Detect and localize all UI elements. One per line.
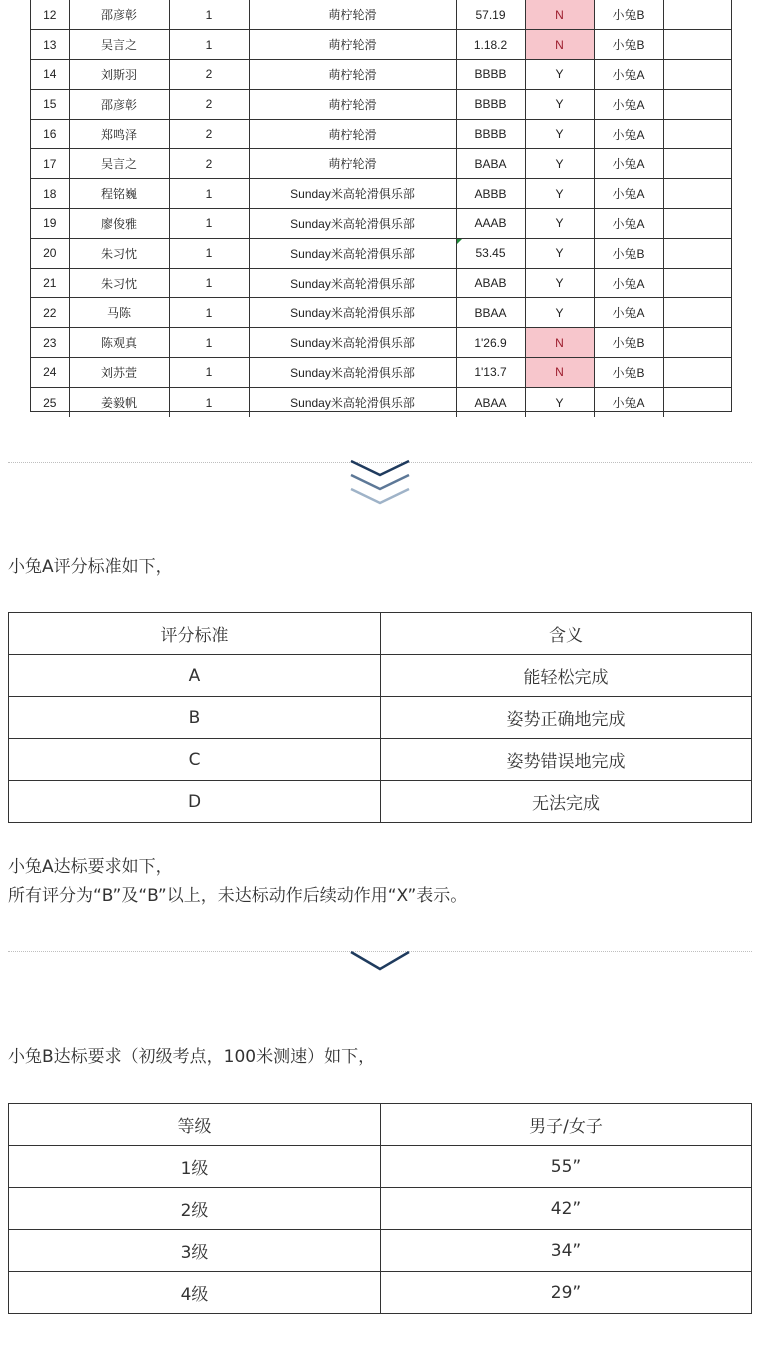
table-row bbox=[31, 209, 732, 239]
level-cell: 1级 bbox=[9, 1146, 381, 1188]
name-cell: 邵彦彰 bbox=[69, 89, 169, 119]
rabbit-a-scoring-table bbox=[8, 612, 752, 823]
level-cell: 1 bbox=[169, 30, 249, 60]
name-cell: 刘苏萱 bbox=[69, 358, 169, 388]
result-cell: 1'26.9 bbox=[456, 328, 525, 358]
test-type-cell: 小兔A bbox=[594, 89, 663, 119]
test-type-cell: 小兔A bbox=[594, 209, 663, 239]
result-cell: 53.45 bbox=[456, 238, 525, 268]
results-table bbox=[31, 0, 732, 417]
test-type-cell: 小兔B bbox=[594, 0, 663, 30]
chevron-down-icon bbox=[349, 949, 411, 973]
row-number-cell: 14 bbox=[31, 60, 69, 90]
test-type-cell: 小兔A bbox=[594, 387, 663, 417]
pass-cell: Y bbox=[525, 119, 594, 149]
empty-cell bbox=[663, 119, 732, 149]
test-type-cell: 小兔B bbox=[594, 30, 663, 60]
name-cell: 廖俊雅 bbox=[69, 209, 169, 239]
row-number-cell: 18 bbox=[31, 179, 69, 209]
empty-cell bbox=[663, 60, 732, 90]
empty-cell bbox=[663, 149, 732, 179]
time-cell: 42” bbox=[381, 1188, 752, 1230]
table-header-row bbox=[9, 1104, 752, 1146]
result-cell: ABBB bbox=[456, 179, 525, 209]
time-cell: 34” bbox=[381, 1230, 752, 1272]
header-cell: 含义 bbox=[381, 613, 752, 655]
table-row bbox=[31, 328, 732, 358]
empty-cell bbox=[663, 238, 732, 268]
club-cell: 萌柠轮滑 bbox=[249, 89, 456, 119]
row-number-cell: 15 bbox=[31, 89, 69, 119]
time-cell: 29” bbox=[381, 1272, 752, 1314]
table-row bbox=[9, 1230, 752, 1272]
level-cell: 1 bbox=[169, 387, 249, 417]
test-type-cell: 小兔B bbox=[594, 238, 663, 268]
result-cell: BBAA bbox=[456, 298, 525, 328]
result-cell: 57.19 bbox=[456, 0, 525, 30]
club-cell: 萌柠轮滑 bbox=[249, 30, 456, 60]
club-cell: Sunday米高轮滑俱乐部 bbox=[249, 238, 456, 268]
empty-cell bbox=[663, 209, 732, 239]
row-number-cell: 23 bbox=[31, 328, 69, 358]
row-number-cell: 20 bbox=[31, 238, 69, 268]
name-cell: 吴言之 bbox=[69, 149, 169, 179]
pass-cell: Y bbox=[525, 209, 594, 239]
level-cell: 4级 bbox=[9, 1272, 381, 1314]
empty-cell bbox=[663, 0, 732, 30]
table-row bbox=[9, 1272, 752, 1314]
row-number-cell: 17 bbox=[31, 149, 69, 179]
result-cell: BBBB bbox=[456, 119, 525, 149]
results-spreadsheet bbox=[30, 0, 732, 412]
club-cell: Sunday米高轮滑俱乐部 bbox=[249, 328, 456, 358]
pass-cell: Y bbox=[525, 238, 594, 268]
level-cell: 1 bbox=[169, 238, 249, 268]
row-number-cell: 21 bbox=[31, 268, 69, 298]
table-row bbox=[31, 268, 732, 298]
test-type-cell: 小兔B bbox=[594, 328, 663, 358]
test-type-cell: 小兔A bbox=[594, 298, 663, 328]
level-cell: 1 bbox=[169, 268, 249, 298]
grade-cell: C bbox=[9, 739, 381, 781]
club-cell: Sunday米高轮滑俱乐部 bbox=[249, 358, 456, 388]
name-cell: 朱习忱 bbox=[69, 268, 169, 298]
pass-cell: N bbox=[525, 30, 594, 60]
club-cell: 萌柠轮滑 bbox=[249, 149, 456, 179]
pass-cell: Y bbox=[525, 149, 594, 179]
table-row bbox=[31, 298, 732, 328]
club-cell: 萌柠轮滑 bbox=[249, 0, 456, 30]
header-cell: 男子/女子 bbox=[381, 1104, 752, 1146]
level-cell: 2 bbox=[169, 89, 249, 119]
pass-cell: N bbox=[525, 328, 594, 358]
row-number-cell: 24 bbox=[31, 358, 69, 388]
level-cell: 2 bbox=[169, 119, 249, 149]
table-row bbox=[9, 1146, 752, 1188]
result-cell: BBBB bbox=[456, 89, 525, 119]
header-cell: 等级 bbox=[9, 1104, 381, 1146]
table-row bbox=[9, 655, 752, 697]
header-cell: 评分标准 bbox=[9, 613, 381, 655]
club-cell: Sunday米高轮滑俱乐部 bbox=[249, 209, 456, 239]
grade-cell: D bbox=[9, 781, 381, 823]
name-cell: 陈观真 bbox=[69, 328, 169, 358]
pass-cell: Y bbox=[525, 60, 594, 90]
table-row bbox=[9, 739, 752, 781]
empty-cell bbox=[663, 179, 732, 209]
result-cell: ABAA bbox=[456, 387, 525, 417]
level-cell: 2 bbox=[169, 60, 249, 90]
level-cell: 1 bbox=[169, 209, 249, 239]
test-type-cell: 小兔A bbox=[594, 119, 663, 149]
name-cell: 刘斯羽 bbox=[69, 60, 169, 90]
result-cell: BBBB bbox=[456, 60, 525, 90]
rabbit-a-requirement-text: 所有评分为“B”及“B”以上，未达标动作后续动作用“X”表示。 bbox=[8, 886, 468, 906]
club-cell: Sunday米高轮滑俱乐部 bbox=[249, 387, 456, 417]
empty-cell bbox=[663, 268, 732, 298]
table-row bbox=[9, 781, 752, 823]
pass-cell: Y bbox=[525, 298, 594, 328]
table-row bbox=[31, 119, 732, 149]
empty-cell bbox=[663, 387, 732, 417]
table-row bbox=[31, 0, 732, 30]
empty-cell bbox=[663, 328, 732, 358]
meaning-cell: 能轻松完成 bbox=[381, 655, 752, 697]
club-cell: Sunday米高轮滑俱乐部 bbox=[249, 268, 456, 298]
club-cell: Sunday米高轮滑俱乐部 bbox=[249, 298, 456, 328]
result-cell: 1.18.2 bbox=[456, 30, 525, 60]
level-cell: 1 bbox=[169, 328, 249, 358]
table-header-row bbox=[9, 613, 752, 655]
row-number-cell: 22 bbox=[31, 298, 69, 328]
grade-cell: B bbox=[9, 697, 381, 739]
meaning-cell: 姿势正确地完成 bbox=[381, 697, 752, 739]
name-cell: 姜毅帆 bbox=[69, 387, 169, 417]
result-cell: AAAB bbox=[456, 209, 525, 239]
name-cell: 朱习忱 bbox=[69, 238, 169, 268]
table-row bbox=[31, 387, 732, 417]
result-cell: BABA bbox=[456, 149, 525, 179]
table-row bbox=[31, 179, 732, 209]
club-cell: 萌柠轮滑 bbox=[249, 60, 456, 90]
test-type-cell: 小兔A bbox=[594, 60, 663, 90]
pass-cell: Y bbox=[525, 268, 594, 298]
rabbit-a-requirement-title: 小兔A达标要求如下， bbox=[8, 857, 173, 877]
row-number-cell: 12 bbox=[31, 0, 69, 30]
table-row bbox=[31, 30, 732, 60]
empty-cell bbox=[663, 358, 732, 388]
level-cell: 2级 bbox=[9, 1188, 381, 1230]
table-row bbox=[31, 89, 732, 119]
rabbit-b-intro: 小兔B达标要求（初级考点，100米测速）如下， bbox=[8, 1047, 376, 1067]
pass-cell: Y bbox=[525, 89, 594, 119]
cell-comment-marker bbox=[457, 239, 462, 244]
level-cell: 3级 bbox=[9, 1230, 381, 1272]
row-number-cell: 19 bbox=[31, 209, 69, 239]
name-cell: 吴言之 bbox=[69, 30, 169, 60]
level-cell: 1 bbox=[169, 358, 249, 388]
pass-cell: N bbox=[525, 358, 594, 388]
row-number-cell: 13 bbox=[31, 30, 69, 60]
level-cell: 1 bbox=[169, 179, 249, 209]
rabbit-a-intro: 小兔A评分标准如下， bbox=[8, 557, 173, 577]
pass-cell: N bbox=[525, 0, 594, 30]
table-row bbox=[31, 238, 732, 268]
level-cell: 1 bbox=[169, 0, 249, 30]
table-row bbox=[9, 697, 752, 739]
name-cell: 邵彦彰 bbox=[69, 0, 169, 30]
empty-cell bbox=[663, 89, 732, 119]
club-cell: Sunday米高轮滑俱乐部 bbox=[249, 179, 456, 209]
grade-cell: A bbox=[9, 655, 381, 697]
test-type-cell: 小兔B bbox=[594, 358, 663, 388]
result-cell: 1'13.7 bbox=[456, 358, 525, 388]
table-row bbox=[31, 358, 732, 388]
level-cell: 1 bbox=[169, 298, 249, 328]
name-cell: 程铭巍 bbox=[69, 179, 169, 209]
meaning-cell: 无法完成 bbox=[381, 781, 752, 823]
test-type-cell: 小兔A bbox=[594, 179, 663, 209]
empty-cell bbox=[663, 30, 732, 60]
meaning-cell: 姿势错误地完成 bbox=[381, 739, 752, 781]
name-cell: 马陈 bbox=[69, 298, 169, 328]
club-cell: 萌柠轮滑 bbox=[249, 119, 456, 149]
pass-cell: Y bbox=[525, 387, 594, 417]
double-chevron-down-icon bbox=[349, 459, 411, 509]
rabbit-b-speed-table bbox=[8, 1103, 752, 1314]
test-type-cell: 小兔A bbox=[594, 149, 663, 179]
name-cell: 郑鸣泽 bbox=[69, 119, 169, 149]
table-row bbox=[31, 149, 732, 179]
pass-cell: Y bbox=[525, 179, 594, 209]
result-cell: ABAB bbox=[456, 268, 525, 298]
test-type-cell: 小兔A bbox=[594, 268, 663, 298]
row-number-cell: 25 bbox=[31, 387, 69, 417]
time-cell: 55” bbox=[381, 1146, 752, 1188]
row-number-cell: 16 bbox=[31, 119, 69, 149]
table-row bbox=[9, 1188, 752, 1230]
level-cell: 2 bbox=[169, 149, 249, 179]
empty-cell bbox=[663, 298, 732, 328]
table-row bbox=[31, 60, 732, 90]
